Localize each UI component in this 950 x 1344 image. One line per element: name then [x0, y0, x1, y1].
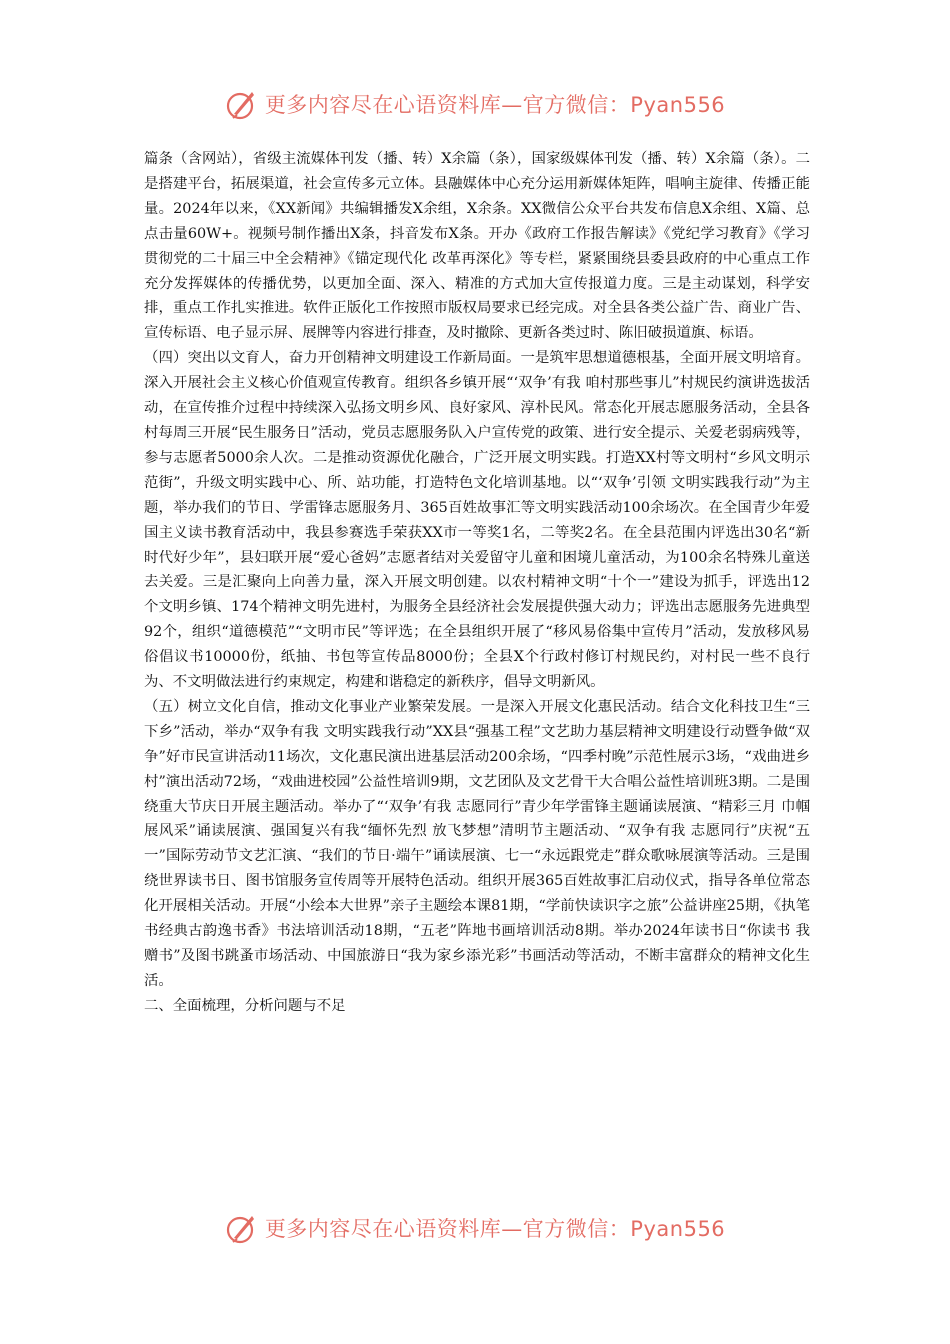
quill-pen-logo-icon: [225, 87, 259, 121]
footer-banner: [0, 1208, 950, 1248]
section-five-paragraph: （五）树立文化自信，推动文化事业产业繁荣发展。一是深入开展文化惠民活动。结合文化科技卫生“三下乡”活动，举办“双争有我 文明实践我行动”XX县“强基工程”文艺助力基层精神文明建设行动暨争做“双争”好市民宣讲活动11场次，文化惠民演出进基层活动200余场，“四季村晚”示范性展示3场，“戏曲进乡村”演出活动72场，“戏曲进校园”公益性培训9期，文艺团队及文艺骨干大合唱公益性培训班3期。二是围绕重大节庆日开展主题活动。举办了“‘双争’有我 志愿同行”青少年学雷锋主题诵读展演、“精彩三月 巾帼展风采”诵读展演、强国复兴有我“缅怀先烈 放飞梦想”清明节主题活动、“双争有我 志愿同行”庆祝“五一”国际劳动节文艺汇演、“我们的节日·端午”诵读展演、七一“永远跟党走”群众歌咏展演等活动。三是围绕世界读书日、图书馆服务宣传周等开展特色活动。组织开展365百姓故事汇启动仪式，指导各单位常态化开展相关活动。开展“小绘本大世界”亲子主题绘本课81期，“学前快读识字之旅”公益讲座25期，《执笔书经典古韵逸书香》书法培训活动18期，“五老”阵地书画培训活动8期。举办2024年读书日“你读书 我赠书”及图书跳蚤市场活动、中国旅游日“我为家乡添光彩”书画活动等活动，不断丰富群众的精神文化生活。: [144, 698, 810, 989]
header-banner: [0, 84, 950, 124]
section-four-paragraph: （四）突出以文育人，奋力开创精神文明建设工作新局面。一是筑牢思想道德根基，全面开展文明培育。深入开展社会主义核心价值观宣传教育。组织各乡镇开展“‘双争’有我 咱村那些事儿”村规民约演讲选拔活动，在宣传推介过程中持续深入弘扬文明乡风、良好家风、淳朴民风。常态化开展志愿服务活动，全县各村每周三开展“民生服务日”活动，党员志愿服务队入户宣传党的政策、进行安全提示、关爱老弱病残等，参与志愿者5000余人次。二是推动资源优化融合，广泛开展文明实践。打造XX村等文明村“乡风文明示范街”，升级文明实践中心、所、站功能，打造特色文化培训基地。以“‘双争’引领 文明实践我行动”为主题，举办我们的节日、学雷锋志愿服务月、365百姓故事汇等文明实践活动100余场次。在全国青少年爱国主义读书教育活动中，我县参赛选手荣获XX市一等奖1名，二等奖2名。在全县范围内评选出30名“新时代好少年”，县妇联开展“爱心爸妈”志愿者结对关爱留守儿童和困境儿童活动，为100余名特殊儿童送去关爱。三是汇聚向上向善力量，深入开展文明创建。以农村精神文明“十个一”建设为抓手，评选出12个文明乡镇、174个精神文明先进村，为服务全县经济社会发展提供强大动力；评选出志愿服务先进典型92个，组织“道德模范”“文明市民”等评选；在全县组织开展了“移风易俗集中宣传月”活动，发放移风易俗倡议书10000份，纸抽、书包等宣传品8000份；全县X个行政村修订村规民约，对村民一些不良行为、不文明做法进行约束规定，构建和谐稳定的新秩序，倡导文明新风。: [144, 350, 810, 691]
section-heading: 二、全面梳理，分析问题与不足: [144, 997, 346, 1014]
body-paragraph: 篇条（含网站），省级主流媒体刊发（播、转）X余篇（条），国家级媒体刊发（播、转）X余篇（条）。二是搭建平台，拓展渠道，社会宣传多元立体。县融媒体中心充分运用新媒体矩阵，唱响主旋律、传播正能量。2024年以来，《XX新闻》共编辑播发X余组，X余条。XX微信公众平台共发布信息X余组、X篇、总点击量60W+。视频号制作播出X条，抖音发布X条。开办《政府工作报告解读》《党纪学习教育》《学习贯彻党的二十届三中全会精神》《锚定现代化 改革再深化》等专栏，紧紧围绕县委县政府的中心重点工作充分发挥媒体的传播优势，以更加全面、深入、精准的方式加大宣传报道力度。三是主动谋划，科学安排，重点工作扎实推进。软件正版化工作按照市版权局要求已经完成。对全县各类公益广告、商业广告、宣传标语、电子显示屏、展牌等内容进行排查，及时撤除、更新各类过时、陈旧破损道旗、标语。: [144, 151, 810, 342]
quill-pen-logo-icon: [225, 1211, 259, 1245]
header-banner-text: 更多内容尽在心语资料库—官方微信：Pyan556: [264, 93, 726, 117]
document-body: [144, 147, 810, 1019]
footer-banner-text: 更多内容尽在心语资料库—官方微信：Pyan556: [264, 1217, 726, 1241]
